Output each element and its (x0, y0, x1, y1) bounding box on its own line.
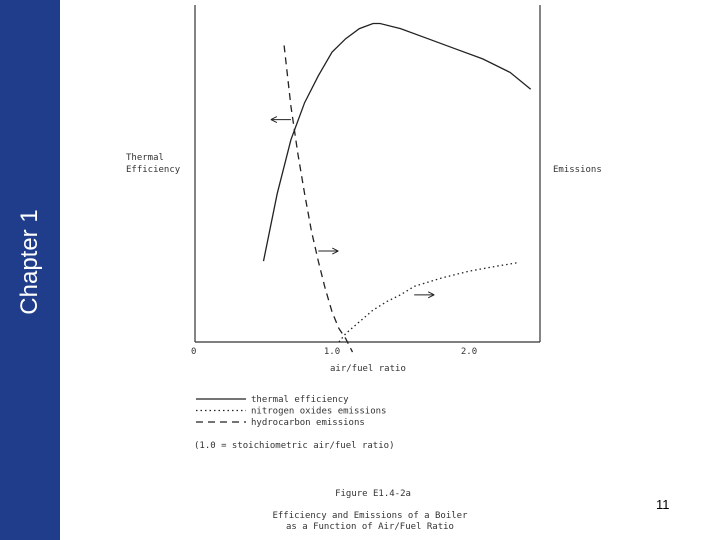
y-left-label-line: Thermal (126, 153, 164, 163)
series-nitrogen-oxides-emissions (339, 263, 517, 342)
slide-number: 11 (656, 497, 670, 512)
y-left-label-line: Efficiency (126, 165, 181, 175)
figure-number: Figure E1.4-2a (335, 489, 411, 499)
legend-label: thermal efficiency (251, 395, 349, 405)
series-hydrocarbon-emissions (284, 45, 352, 352)
stoichiometric-note: (1.0 = stoichiometric air/fuel ratio) (194, 441, 395, 451)
figure-caption-line: as a Function of Air/Fuel Ratio (286, 522, 454, 532)
legend-label: nitrogen oxides emissions (251, 406, 387, 417)
x-axis-label: air/fuel ratio (330, 364, 406, 374)
legend-label: hydrocarbon emissions (251, 418, 365, 428)
x-tick-label: 1.0 (323, 347, 341, 357)
series-thermal-efficiency (264, 24, 531, 262)
chapter-title: Chapter 1 (16, 209, 43, 315)
y-right-label: Emissions (553, 165, 602, 175)
figure-caption-line: Efficiency and Emissions of a Boiler (272, 511, 468, 521)
x-tick-label: 2.0 (460, 347, 478, 357)
x-tick-label: 0 (191, 347, 197, 357)
